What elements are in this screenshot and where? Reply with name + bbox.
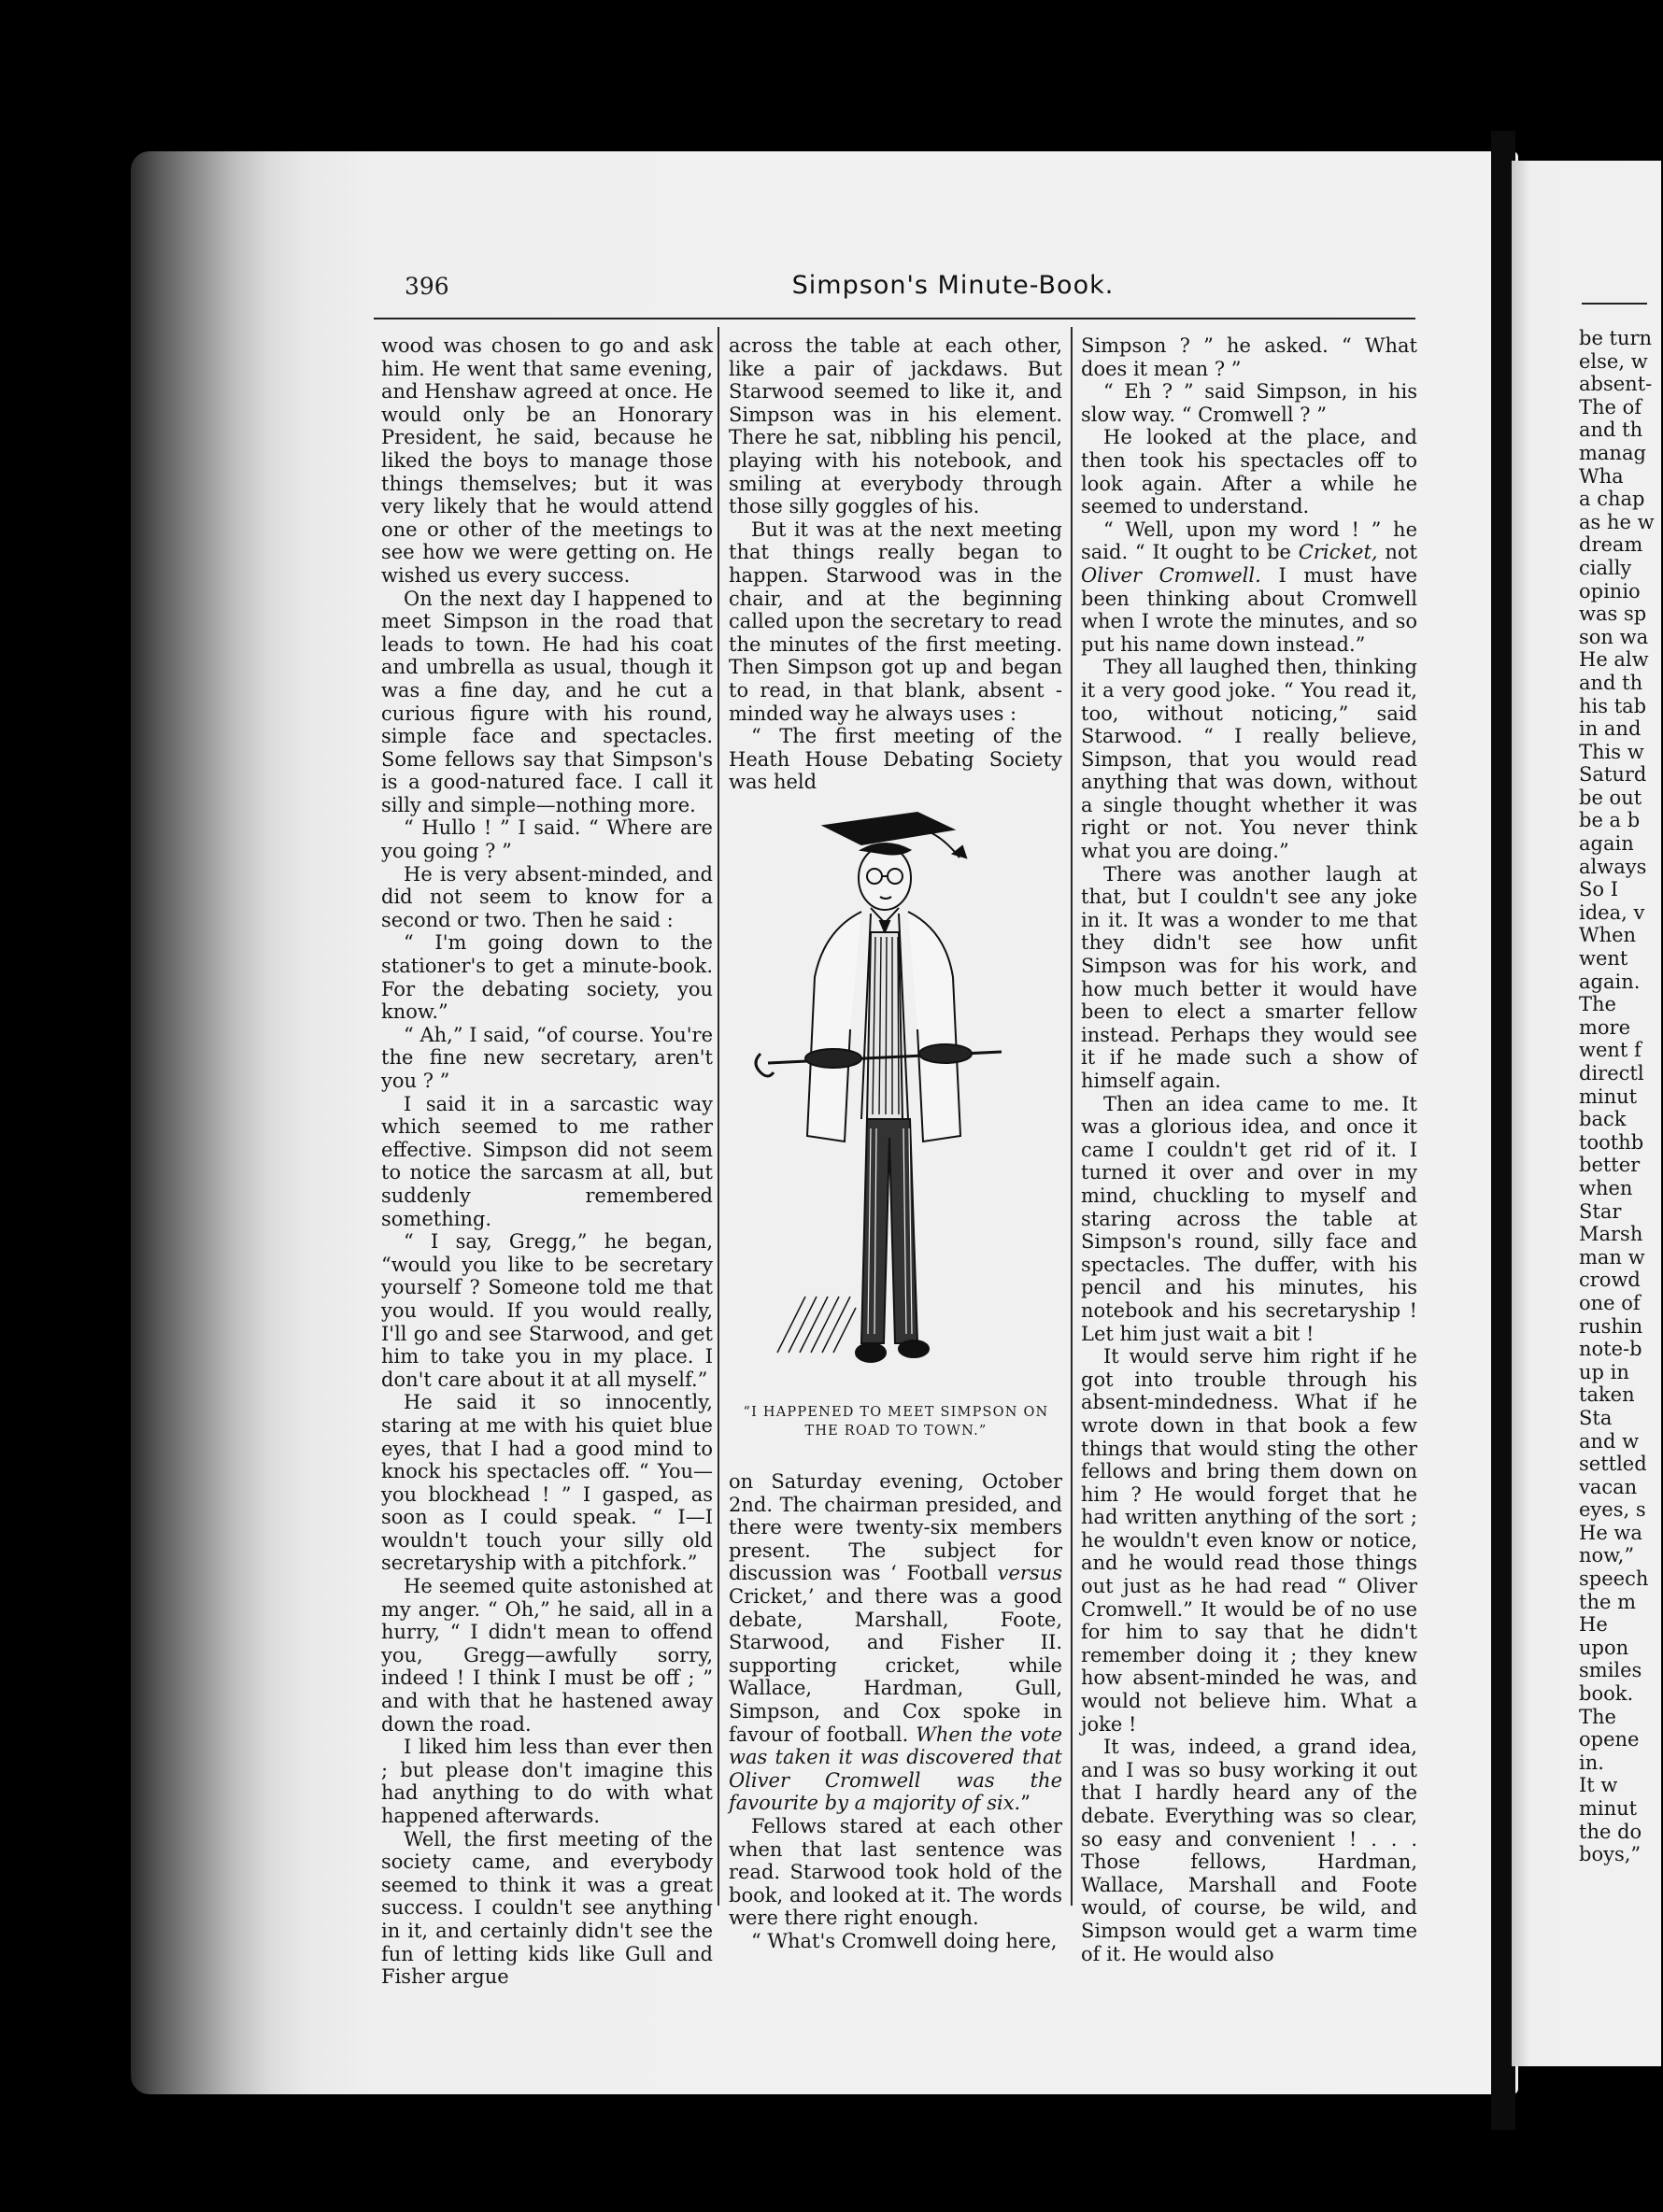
fragment-line: He	[1579, 1613, 1608, 1637]
paragraph: “ I'm going down to the stationer's to get a minute-book. For the debating society, you know.”	[381, 931, 713, 1024]
illustration-simpson	[731, 792, 1061, 1399]
fragment-line: dream	[1579, 533, 1643, 557]
fragment-line: as he w	[1579, 510, 1655, 533]
fragment-line: So I	[1579, 878, 1618, 901]
fragment-line: now,”	[1579, 1544, 1635, 1567]
fragment-line: It w	[1579, 1774, 1618, 1797]
caption-line: THE ROAD TO TOWN.”	[804, 1424, 988, 1439]
fragment-line: and th	[1579, 418, 1643, 442]
fragment-line: opene	[1579, 1728, 1640, 1751]
text-run: “ Well, upon my word ! ” he said. “ It ought to be	[1081, 518, 1417, 564]
fragment-line: book.	[1579, 1682, 1634, 1706]
text-run: ”	[1020, 1792, 1030, 1815]
fragment-line: upon	[1579, 1636, 1629, 1659]
paragraph: “ The first meeting of the Heath House Debating Society was held	[729, 725, 1062, 794]
fragment-line: cially	[1579, 556, 1632, 579]
fragment-line: opinio	[1579, 579, 1641, 603]
column-rule-2	[1071, 327, 1073, 1906]
fragment-line: the m	[1579, 1590, 1636, 1613]
paragraph: He seemed quite astonished at my anger. “ Oh,” he said, all in a hurry, “ I didn't mean to offend you, Gregg—awfully sorry, indeed ! I think I must be off ; ” and with that he hastened away down the road.	[381, 1575, 713, 1736]
right-page-text-fragment	[1579, 327, 1663, 1866]
fragment-line: more	[1579, 1015, 1631, 1039]
text-column-1	[381, 334, 713, 1989]
fragment-line: speech	[1579, 1567, 1649, 1591]
fragment-line: The	[1579, 1705, 1616, 1728]
fragment-line: This w	[1579, 740, 1644, 763]
fragment-line: and th	[1579, 671, 1643, 694]
text-column-2-top	[729, 334, 1062, 794]
fragment-line: the do	[1579, 1820, 1642, 1843]
fragment-line: again.	[1579, 970, 1641, 993]
fragment-line: taken	[1579, 1383, 1635, 1407]
paragraph: wood was chosen to go and ask him. He went that same evening, and Henshaw agreed at once. He would only be an Honorary President, he said, because he liked the boys to manage those things themselves; but it was very likely that he would attend one or other of the meetings to see how we were getting on. He wished us every success.	[381, 334, 713, 587]
fragment-line: a chap	[1579, 488, 1645, 511]
text-run: Cricket,’ and there was a good debate, Marshall, Foote, Starwood, and Fisher II. supporting cricket, while Wallace, Hardman, Gull, Simpson, and Cox spoke in favour of football.	[729, 1584, 1062, 1746]
mortarboard-icon	[824, 813, 953, 844]
fragment-line: settled	[1579, 1453, 1647, 1476]
fragment-line: eyes, s	[1579, 1498, 1646, 1522]
italic-run: Oliver Cromwell.	[1081, 563, 1261, 587]
paragraph: There was another laugh at that, but I couldn't see any joke in it. It was a wonder to me that they didn't see how unfit Simpson was for his work, and how much better it would have been to elect a smarter fellow instead. Perhaps they would see it if he made such a show of himself again.	[1081, 862, 1417, 1092]
fragment-line: in.	[1579, 1751, 1604, 1774]
right-page-header-rule	[1582, 303, 1647, 305]
fragment-line: his tab	[1579, 694, 1647, 717]
fragment-line: better	[1579, 1154, 1641, 1177]
paragraph: On the next day I happened to meet Simpson in the road that leads to town. He had his coat and umbrella as usual, though it was a fine day, and he cut a curious figure with his round, simple face and spectacles. Some fellows say that Simpson's is a good-natured face. I call it silly and simple—nothing more.	[381, 587, 713, 816]
fragment-line: else, w	[1579, 349, 1648, 373]
fragment-line: When	[1579, 924, 1637, 947]
paragraph: I liked him less than ever then ; but please don't imagine this had anything to do with what happened afterwards.	[381, 1736, 713, 1827]
fragment-line: He wa	[1579, 1521, 1642, 1544]
text-run: not	[1385, 541, 1417, 564]
fragment-line: son wa	[1579, 625, 1649, 648]
fragment-line: always	[1579, 855, 1647, 878]
paragraph: I said it in a sarcastic way which seemed to me rather effective. Simpson did not seem to notice the sarcasm at all, but suddenly remembered something.	[381, 1092, 713, 1230]
header-rule	[374, 318, 1415, 319]
paragraph: He is very absent-minded, and did not seem to know for a second or two. Then he said :	[381, 862, 713, 931]
fragment-line: minut	[1579, 1085, 1638, 1108]
text-column-2-bottom	[729, 1470, 1062, 1952]
paragraph: “ Ah,” I said, “of course. You're the fine new secretary, aren't you ? ”	[381, 1023, 713, 1092]
paragraph: Simpson ? ” he asked. “ What does it mean ? ”	[1081, 334, 1417, 380]
fragment-line: one of	[1579, 1291, 1641, 1314]
paragraph	[729, 1470, 1062, 1815]
fragment-line: toothb	[1579, 1130, 1644, 1154]
fragment-line: vacan	[1579, 1475, 1638, 1498]
fragment-line: crowd	[1579, 1269, 1641, 1292]
fragment-line: directl	[1579, 1062, 1644, 1085]
fragment-line: rushin	[1579, 1314, 1643, 1338]
paragraph: He looked at the place, and then took his spectacles off to look again. After a while he seemed to understand.	[1081, 426, 1417, 518]
caption-line: “I HAPPENED TO MEET SIMPSON ON	[743, 1405, 1049, 1420]
paragraph: across the table at each other, like a pair of jackdaws. But Starwood seemed to like it, and Simpson was in his element. There he sat, nibbling his pencil, playing with his notebook, and smiling at everybody through those silly goggles of his.	[729, 334, 1062, 518]
fragment-line: note-b	[1579, 1338, 1642, 1361]
italic-run: When the vote was taken it was discovered that Oliver Cromwell was the favourite by a majority of six.	[729, 1723, 1062, 1815]
fragment-line: up in	[1579, 1360, 1629, 1383]
paragraph: They all laughed then, thinking it a very good joke. “ You read it, too, without noticing,” said Starwood. “ I really believe, Simpson, that you would read anything that was down, without a single thought whether it was right or not. You never think what you are doing.”	[1081, 656, 1417, 863]
fragment-line: smiles	[1579, 1659, 1642, 1682]
paragraph: Well, the first meeting of the society came, and everybody seemed to think it was a great success. I couldn't see anything in it, and certainly didn't see the fun of letting kids like Gull and Fisher argue	[381, 1827, 713, 1989]
fragment-line: Star	[1579, 1199, 1622, 1223]
fragment-line: Wha	[1579, 464, 1624, 488]
paragraph: “ Eh ? ” said Simpson, in his slow way. “ Cromwell ? ”	[1081, 380, 1417, 426]
fragment-line: was sp	[1579, 603, 1647, 626]
paragraph	[1081, 518, 1417, 657]
illustration-caption	[731, 1403, 1061, 1440]
fragment-line: be turn	[1579, 327, 1653, 349]
paragraph: Then an idea came to me. It was a glorious idea, and once it came I couldn't get rid of it. I turned it over and over in my mind, chuckling to myself and staring across the table at Simpson's round, silly face and spectacles. The duffer, with his pencil and his minutes, his notebook and his secretaryship ! Let him just wait a bit !	[1081, 1092, 1417, 1345]
paragraph: It was, indeed, a grand idea, and I was so busy working it out that I hardly heard any of the debate. Everything was so clear, so easy and convenient ! . . . Those fellows, Hardman, Wallace, Marshall and Foote would, of course, be wild, and Simpson would get a warm time of it. He would also	[1081, 1736, 1417, 1965]
fragment-line: He alw	[1579, 648, 1649, 672]
column-rule-1	[718, 327, 719, 1906]
fragment-line: back	[1579, 1108, 1627, 1131]
text-column-3	[1081, 334, 1417, 1965]
text-run: I must have been thinking about Cromwell when I wrote the minutes, and so put his name down instead.”	[1081, 563, 1417, 656]
paragraph: Fellows stared at each other when that last sentence was read. Starwood took hold of the book, and looked at it. The words were there right enough.	[729, 1814, 1062, 1930]
fragment-line: manag	[1579, 441, 1646, 464]
italic-run: versus	[997, 1562, 1062, 1585]
fragment-line: when	[1579, 1176, 1633, 1199]
fragment-line: Saturd	[1579, 763, 1647, 787]
running-head: Simpson's Minute-Book.	[791, 271, 1115, 300]
fragment-line: again	[1579, 832, 1634, 856]
fragment-line: went f	[1579, 1039, 1642, 1062]
paragraph: He said it so innocently, staring at me with his quiet blue eyes, that I had a good mind to knock his spectacles off. “ You—you blockhead ! ” I gasped, as soon as I could speak. “ I—I wouldn't touch your silly old secretaryship with a pitchfork.”	[381, 1391, 713, 1575]
fragment-line: The	[1579, 993, 1616, 1016]
fragment-line: man w	[1579, 1245, 1645, 1269]
fragment-line: be out	[1579, 786, 1642, 809]
fragment-line: boys,”	[1579, 1843, 1642, 1866]
fragment-line: Marsh	[1579, 1223, 1643, 1246]
paragraph: “ What's Cromwell doing here,	[751, 1929, 1058, 1952]
page-number: 396	[405, 273, 449, 300]
fragment-line: Sta	[1579, 1406, 1613, 1429]
paragraph: But it was at the next meeting that things really began to happen. Starwood was in the chair, and at the beginning called upon the secretary to read the minutes of the first meeting. Then Simpson got up and began to read, in that blank, absent - minded way he always uses :	[729, 518, 1062, 725]
fragment-line: absent-	[1579, 373, 1653, 396]
fragment-line: be a b	[1579, 809, 1641, 832]
fragment-line: in and	[1579, 717, 1642, 741]
fragment-line: idea, v	[1579, 900, 1645, 924]
paragraph: “ I say, Gregg,” he began, “would you like to be secretary yourself ? Someone told me that you would. If you would really, I'll go and see Starwood, and get him to take you in my place. I don't care about it at all myself.”	[381, 1230, 713, 1391]
fragment-line: went	[1579, 947, 1628, 971]
paragraph: “ Hullo ! ” I said. “ Where are you going ? ”	[381, 816, 713, 863]
paragraph: It would serve him right if he got into trouble through his absent-mindedness. What if he wrote down in that book a few things that would sting the other fellows and bring them down on him ? He would forget that he had written anything of the sort ; he wouldn't even know or notice, and he would read those things out just as he had read “ Oliver Cromwell.” It would be of no use for him to say that he didn't remember doing it ; they knew how absent-minded he was, and would not believe him. What a joke !	[1081, 1345, 1417, 1736]
italic-run: Cricket,	[1298, 541, 1378, 564]
text-run: on Saturday evening, October 2nd. The chairman presided, and there were twenty-six members present. The subject for discussion was ‘ Football	[729, 1470, 1062, 1585]
fragment-line: The of	[1579, 395, 1642, 418]
fragment-line: and w	[1579, 1429, 1640, 1453]
fragment-line: minut	[1579, 1797, 1638, 1820]
